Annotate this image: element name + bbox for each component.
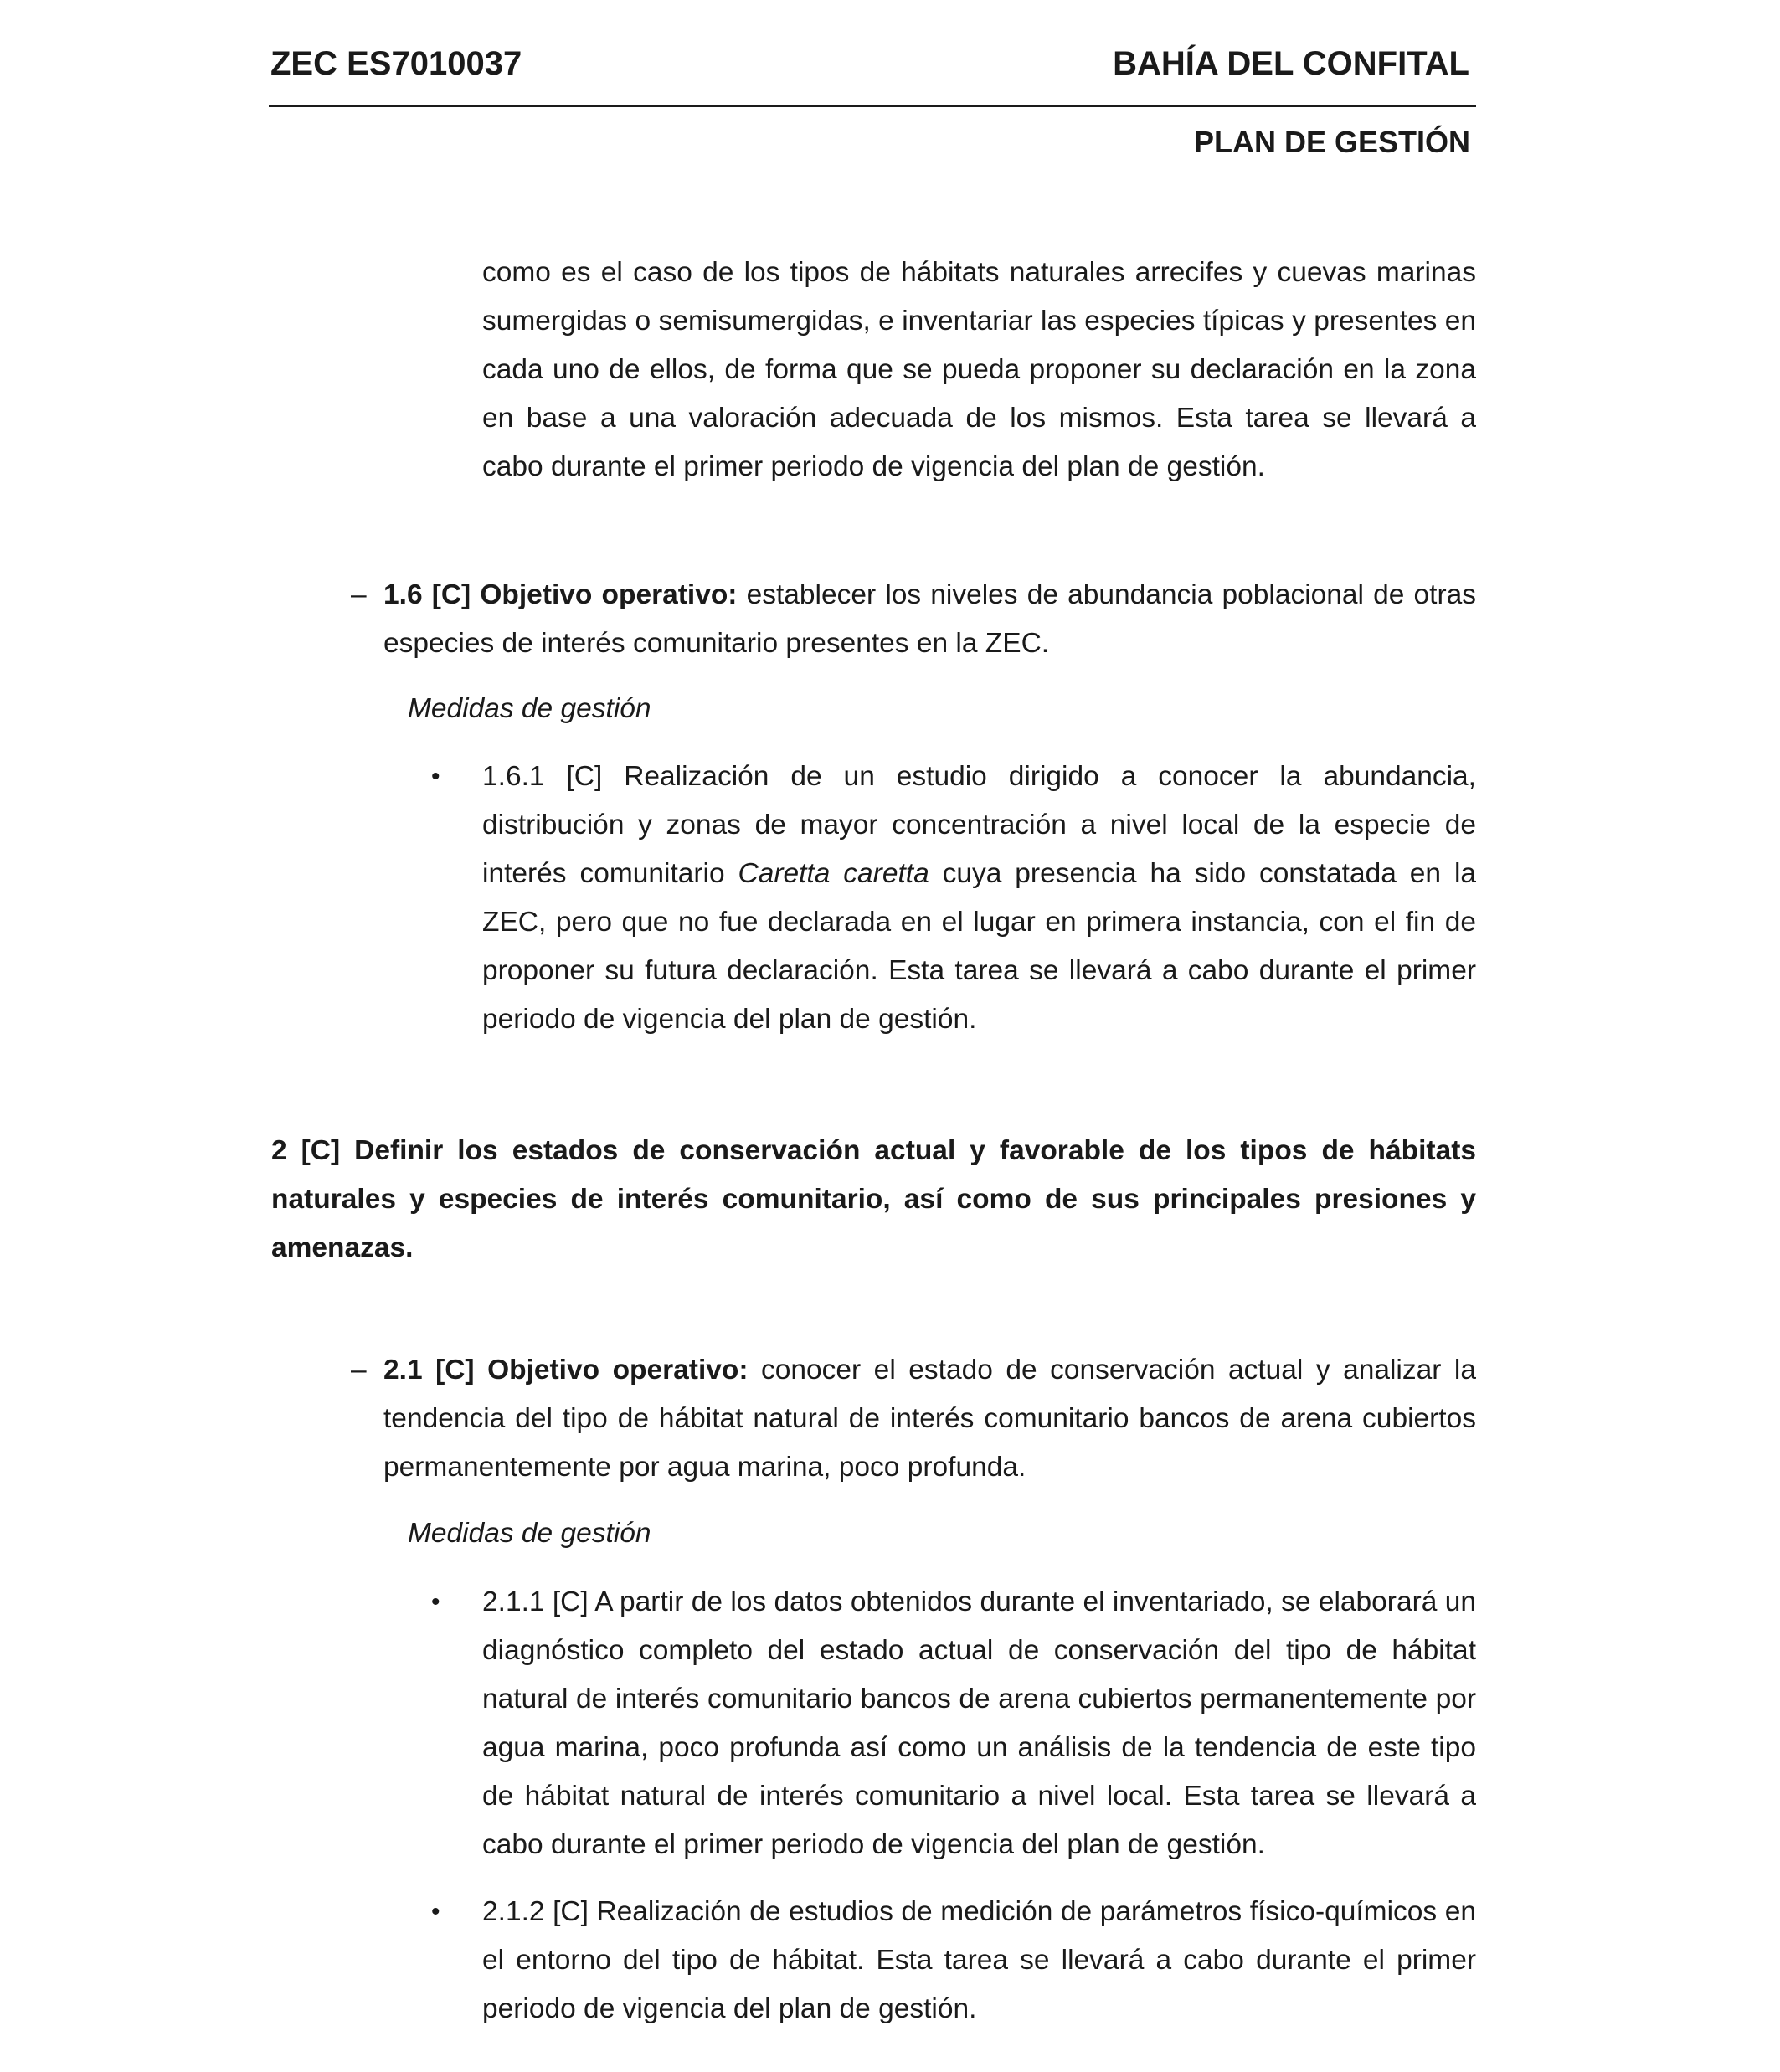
measures-label: Medidas de gestión: [408, 693, 651, 724]
objective-2-1-text: conocer el estado de conservación actual y analizar la tendencia del tipo de hábitat natural de interés comunitario bancos de arena cubiertos permanentemente por agua marina, poco profunda.: [383, 1355, 1476, 1483]
bullet-icon: •: [431, 1588, 440, 1616]
header-doc-type: PLAN DE GESTIÓN: [1193, 125, 1470, 159]
species-name: Caretta caretta: [738, 858, 929, 889]
objective-1-6-label: 1.6 [C] Objetivo operativo:: [383, 579, 738, 610]
list-dash: –: [351, 1355, 367, 1386]
measure-2-1-1: 2.1.1 [C] A partir de los datos obtenidos durante el inventariado, se elaborará un diagnóstico completo del estado actual de conservación del tipo de hábitat natural de interés comunitario bancos de arena cubiertos permanentemente por agua marina, poco profunda así como un análisis de la tendencia de este tipo de hábitat natural de interés comunitario a nivel local. Esta tarea se llevará a cabo durante el primer periodo de vigencia del plan de gestión.: [482, 1586, 1476, 1860]
bullet-icon: •: [431, 763, 440, 790]
list-dash: –: [351, 579, 367, 610]
header-site-code: ZEC ES7010037: [270, 45, 522, 82]
goal-2-heading: 2 [C] Definir los estados de conservación actual y favorable de los tipos de hábitats naturales y especies de interés comunitario, así como de sus principales presiones y amenazas.: [271, 1135, 1476, 1263]
bullet-icon: •: [431, 1898, 440, 1925]
continuation-paragraph: como es el caso de los tipos de hábitats naturales arrecifes y cuevas marinas sumergidas o semisumergidas, e inventariar las especies típicas y presentes en cada uno de ellos, de forma que se pueda proponer su declaración en la zona en base a una valoración adecuada de los mismos. Esta tarea se llevará a cabo durante el primer periodo de vigencia del plan de gestión.: [482, 257, 1476, 482]
objective-2-1-label: 2.1 [C] Objetivo operativo:: [383, 1355, 749, 1386]
objective-1-6: [383, 571, 1476, 668]
measure-1-6-1: [482, 753, 1476, 1044]
header-divider: [269, 105, 1476, 107]
measure-1-6-1-text-after: cuya presencia ha sido constatada en la ZEC, pero que no fue declarada en el lugar en primera instancia, con el fin de proponer su futura declaración. Esta tarea se llevará a cabo durante el primer periodo de vigencia del plan de gestión.: [482, 858, 1477, 1035]
objective-2-1: [383, 1346, 1476, 1492]
header-site-name: BAHÍA DEL CONFITAL: [1113, 45, 1469, 82]
measure-2-1-2: 2.1.2 [C] Realización de estudios de medición de parámetros físico-químicos en el entorno del tipo de hábitat. Esta tarea se llevará a cabo durante el primer periodo de vigencia del plan de gestión.: [482, 1896, 1476, 2024]
measures-label: Medidas de gestión: [408, 1518, 651, 1549]
measure-1-6-1-text-before: 1.6.1 [C] Realización de un estudio dirigido a conocer la abundancia, distribución y zonas de mayor concentración a nivel local de la especie de interés comunitario: [482, 761, 1476, 889]
objective-1-6-text: establecer los niveles de abundancia poblacional de otras especies de interés comunitario presentes en la ZEC.: [383, 579, 1477, 659]
